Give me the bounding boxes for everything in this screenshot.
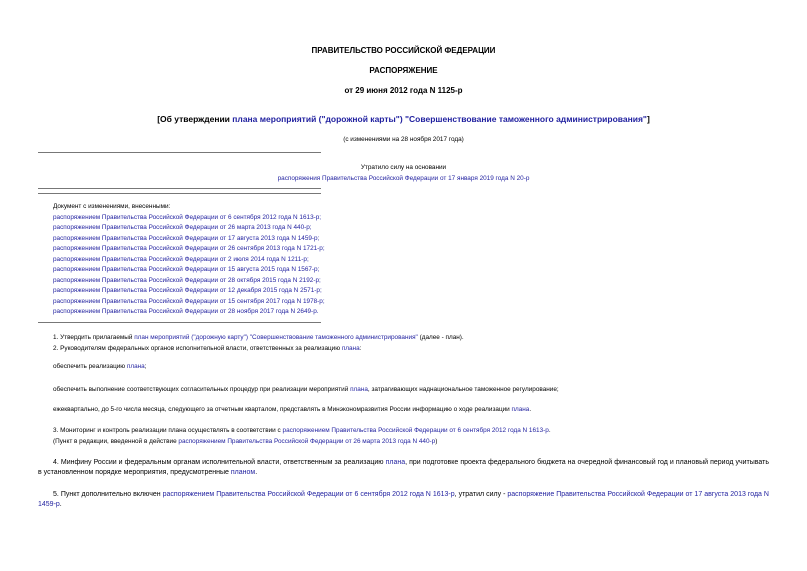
amendment-link[interactable]: распоряжением Правительства Российской Федерации от 15 сентября 2017 года N 1978-р; (53, 297, 325, 305)
paragraph-6 (53, 426, 551, 435)
paragraph-8-text: 5. Пункт дополнительно включен (53, 491, 163, 498)
amendment-link[interactable]: распоряжением Правительства Российской Федерации от 28 октября 2015 года N 2192-р; (53, 276, 321, 284)
changes-note: (с изменениями на 28 ноября 2017 года) (343, 136, 464, 143)
paragraph-8-middle: , утратил силу - (454, 491, 508, 498)
amendment-link[interactable]: распоряжением Правительства Российской Федерации от 26 марта 2013 года N 440-р; (53, 224, 312, 231)
document-date-number: от 29 июня 2012 года N 1125-р (344, 86, 463, 95)
paragraph-4-tail: , затрагивающих наднациональное таможенное регулирование; (367, 386, 559, 393)
paragraph-1-tail: (далее - план). (417, 334, 464, 341)
amendment-link[interactable]: распоряжением Правительства Российской Федерации от 6 сентября 2012 года N 1613-р (162, 491, 455, 498)
paragraph-6-text: 3. Мониторинг и контроль реализации плана осуществлять в соответствии с (53, 427, 283, 434)
plan-link[interactable]: плана (341, 345, 360, 352)
paragraph-3 (53, 362, 146, 371)
document-title (0, 114, 807, 124)
paragraph-7-tail: . (255, 469, 258, 476)
plan-link[interactable]: плана (350, 386, 368, 393)
amendment-link[interactable]: распоряжением Правительства Российской Федерации от 17 августа 2013 года N 1459-р; (53, 234, 320, 242)
paragraph-7-middle: , при подготовке проекта федерального бюджета на очередной финансовый год и плановый период учитывать в установленном порядке мероприятия, предусмотренные (38, 459, 769, 476)
amendment-link[interactable]: распоряжением Правительства Российской Федерации от 28 ноября 2017 года N 2649-р. (53, 308, 319, 315)
amendment-link[interactable]: распоряжением Правительства Российской Федерации от 6 сентября 2012 года N 1613-р; (53, 213, 322, 221)
amendment-link[interactable]: распоряжением Правительства Российской Федерации от 26 марта 2013 года N 440-р (178, 438, 436, 445)
amendment-link[interactable]: распоряжением Правительства Российской Федерации от 6 сентября 2012 года N 1613-р (282, 427, 549, 434)
paragraph-8 (38, 490, 769, 510)
paragraph-3-tail: ; (144, 363, 147, 370)
divider (38, 193, 321, 194)
lost-force-text: Утратило силу на основании (360, 164, 447, 171)
paragraph-1 (53, 333, 464, 342)
paragraph-4 (53, 385, 559, 394)
amendment-link[interactable]: распоряжением Правительства Российской Федерации от 2 июля 2014 года N 1211-р; (53, 255, 309, 263)
paragraph-2-text: 2. Руководителям федеральных органов исполнительной власти, ответственных за реализацию (53, 345, 342, 352)
amendment-link[interactable]: распоряжением Правительства Российской Федерации от 12 декабря 2015 года N 2571-р; (53, 287, 322, 294)
title-close: ] (646, 114, 650, 124)
amendments-heading: Документ с изменениями, внесенными: (53, 203, 171, 210)
paragraph-6-tail: . (548, 427, 551, 434)
divider (38, 188, 321, 189)
paragraph-7-text: 4. Минфину России и федеральным органам исполнительной власти, ответственным за реализацию (53, 459, 386, 466)
paragraph-6-note-tail: ) (435, 438, 438, 445)
lost-force-link[interactable]: распоряжения Правительства Российской Федерации от 17 января 2019 года N 20-р (277, 175, 530, 182)
paragraph-8-tail: . (59, 501, 62, 508)
paragraph-3-text: обеспечить реализацию (53, 363, 127, 370)
divider (38, 322, 321, 323)
title-plan-link[interactable]: плана мероприятий ("дорожной карты") "Совершенствование таможенного администрирования" (232, 114, 647, 124)
title-open: [Об утверждении (157, 114, 233, 124)
amendment-link[interactable]: распоряжением Правительства Российской Федерации от 26 сентября 2013 года N 1721-р; (53, 245, 325, 252)
plan-link[interactable]: плана (126, 363, 145, 370)
amendment-link[interactable]: распоряжение Правительства Российской Федерации от 17 августа 2013 года N 1459-р (38, 491, 769, 508)
paragraph-5-text: ежеквартально, до 5-го числа месяца, следующего за отчетным кварталом, представлять в Минэкономразвития России информацию о ходе реализации (53, 406, 512, 413)
divider (38, 152, 321, 153)
document-type: РАСПОРЯЖЕНИЕ (369, 66, 438, 75)
plan-link[interactable]: плана (511, 406, 530, 413)
paragraph-1-text: 1. Утвердить прилагаемый (53, 334, 135, 341)
plan-link[interactable]: планом (230, 469, 256, 476)
government-heading: ПРАВИТЕЛЬСТВО РОССИЙСКОЙ ФЕДЕРАЦИИ (311, 46, 496, 55)
amendment-link[interactable]: распоряжением Правительства Российской Федерации от 15 августа 2015 года N 1567-р; (53, 266, 320, 273)
paragraph-5-tail: . (529, 406, 532, 413)
paragraph-7 (38, 458, 769, 478)
plan-link[interactable]: план мероприятий ("дорожную карту") "Совершенствование таможенного администрирования" (134, 334, 418, 341)
paragraph-2 (53, 344, 361, 353)
paragraph-5 (53, 405, 531, 414)
plan-link[interactable]: плана (385, 459, 406, 466)
paragraph-4-text: обеспечить выполнение соответствующих согласительных процедур при реализации мероприятий (53, 386, 351, 393)
paragraph-6-note-text: (Пункт в редакции, введенной в действие (53, 438, 179, 445)
paragraph-2-tail: : (359, 345, 362, 352)
paragraph-6-note (53, 437, 437, 446)
